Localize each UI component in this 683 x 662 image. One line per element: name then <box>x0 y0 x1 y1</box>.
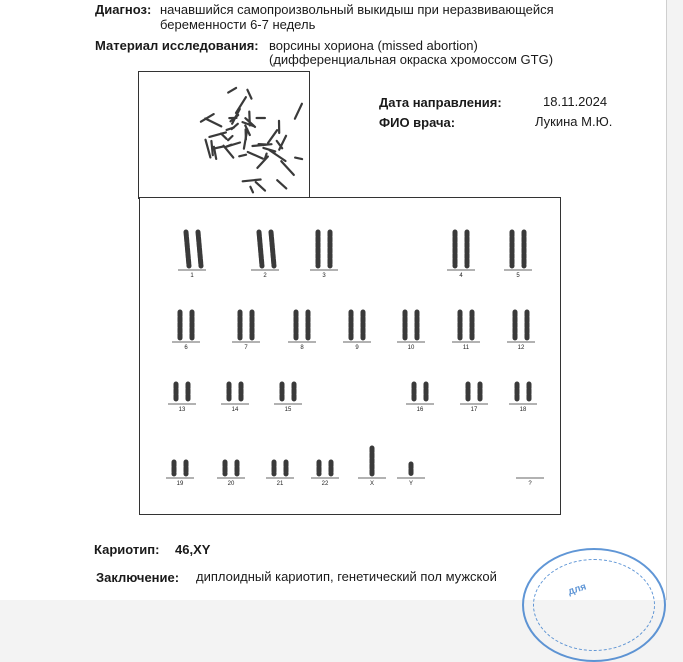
referral-date-label: Дата направления: <box>379 95 502 110</box>
pair-label: 5 <box>516 273 520 279</box>
chromosome-pair-11 <box>452 312 480 351</box>
chromosome-pair-5 <box>504 232 532 279</box>
metaphase-chromosome <box>239 155 246 157</box>
metaphase-chromosomes <box>139 72 309 198</box>
pair-label: 10 <box>408 345 415 351</box>
pair-label: 6 <box>184 345 188 351</box>
material-label: Материал исследования: <box>95 38 259 53</box>
diagnosis-line-1: начавшийся самопроизвольный выкидыш при неразвивающейся <box>160 2 554 17</box>
pair-label: X <box>370 481 374 487</box>
chromosome-pair-Y <box>397 464 425 487</box>
metaphase-chromosome <box>247 90 251 99</box>
doctor-label: ФИО врача: <box>379 115 455 130</box>
chromosome-pair-4 <box>447 232 475 279</box>
metaphase-chromosome <box>227 143 240 147</box>
pair-label: 12 <box>518 345 525 351</box>
metaphase-chromosome <box>228 136 232 140</box>
pair-label: Y <box>409 481 413 487</box>
metaphase-chromosome <box>205 119 221 127</box>
karyogram <box>139 197 561 515</box>
chromosome <box>198 232 201 266</box>
karyotype-label: Кариотип: <box>94 542 159 557</box>
metaphase-chromosome <box>248 152 263 159</box>
pair-label: 11 <box>463 345 470 351</box>
chromosome-pair-14 <box>221 384 249 413</box>
chromosome-pair-2 <box>251 232 279 279</box>
material-line-2: (дифференциальная окраска хромоссом GTG) <box>269 52 553 67</box>
chromosome-pair-20 <box>217 462 245 487</box>
pair-label: 3 <box>322 273 326 279</box>
chromosome-pair-22 <box>311 462 339 487</box>
pair-label: 9 <box>355 345 359 351</box>
chromosome <box>259 232 262 266</box>
pair-label: 1 <box>190 273 194 279</box>
seal-stamp-text: для <box>567 581 588 597</box>
metaphase-chromosome <box>249 112 250 126</box>
pair-label: 21 <box>277 481 284 487</box>
diagnosis-line-2: беременности 6-7 недель <box>160 17 315 32</box>
seal-stamp-inner-ring <box>533 559 655 651</box>
chromosome-pair-21 <box>266 462 294 487</box>
chromosome-pair-6 <box>172 312 200 351</box>
pair-label: 8 <box>300 345 304 351</box>
metaphase-chromosome <box>295 158 302 160</box>
chromosome-pair-1 <box>178 232 206 279</box>
metaphase-chromosome <box>295 104 302 119</box>
chromosome-pair-16 <box>406 384 434 413</box>
metaphase-chromosome <box>224 146 234 158</box>
chromosome-pair-19 <box>166 462 194 487</box>
diagnosis-label: Диагноз: <box>95 2 151 17</box>
metaphase-chromosome <box>206 140 211 158</box>
pair-label: 19 <box>177 481 184 487</box>
pair-label: 7 <box>244 345 248 351</box>
seal-stamp <box>522 548 666 662</box>
chromosome-pair-15 <box>274 384 302 413</box>
conclusion-value: диплоидный кариотип, генетический пол мужской <box>196 569 497 584</box>
chromosome-pair-13 <box>168 384 196 413</box>
metaphase-chromosome <box>281 161 294 175</box>
karyotype-value: 46,XY <box>175 542 210 557</box>
chromosome-pair-9 <box>343 312 371 351</box>
referral-date-value: 18.11.2024 <box>543 94 607 109</box>
pair-label: 20 <box>228 481 235 487</box>
chromosome-pair-X <box>358 448 386 487</box>
metaphase-chromosome <box>277 180 286 188</box>
chromosome-pair-17 <box>460 384 488 413</box>
karyogram-chromosomes <box>140 198 560 514</box>
metaphase-chromosome <box>236 97 246 113</box>
pair-label: ? <box>528 481 532 487</box>
pair-label: 18 <box>520 407 527 413</box>
metaphase-chromosome <box>269 150 285 161</box>
chromosome-pair-8 <box>288 312 316 351</box>
metaphase-chromosome <box>243 180 261 182</box>
chromosome-pair-10 <box>397 312 425 351</box>
metaphase-chromosome <box>228 88 236 93</box>
chromosome-pair-7 <box>232 312 260 351</box>
chromosome-pair-12 <box>507 312 535 351</box>
pair-label: 16 <box>417 407 424 413</box>
chromosome <box>186 232 189 266</box>
metaphase-image <box>138 71 310 199</box>
pair-label: 15 <box>285 407 292 413</box>
chromosome-pair-3 <box>310 232 338 279</box>
chromosome-pair-18 <box>509 384 537 413</box>
conclusion-label: Заключение: <box>96 570 179 585</box>
pair-label: 22 <box>322 481 329 487</box>
pair-label: 13 <box>179 407 186 413</box>
pair-label: 2 <box>263 273 267 279</box>
material-line-1: ворсины хориона (missed abortion) <box>269 38 478 53</box>
metaphase-chromosome <box>250 187 253 193</box>
pair-label: 17 <box>471 407 478 413</box>
chromosome-pair-? <box>516 478 544 487</box>
pair-label: 14 <box>232 407 239 413</box>
metaphase-chromosome <box>256 182 265 191</box>
pair-label: 4 <box>459 273 463 279</box>
chromosome <box>271 232 274 266</box>
doctor-value: Лукина М.Ю. <box>535 114 612 129</box>
